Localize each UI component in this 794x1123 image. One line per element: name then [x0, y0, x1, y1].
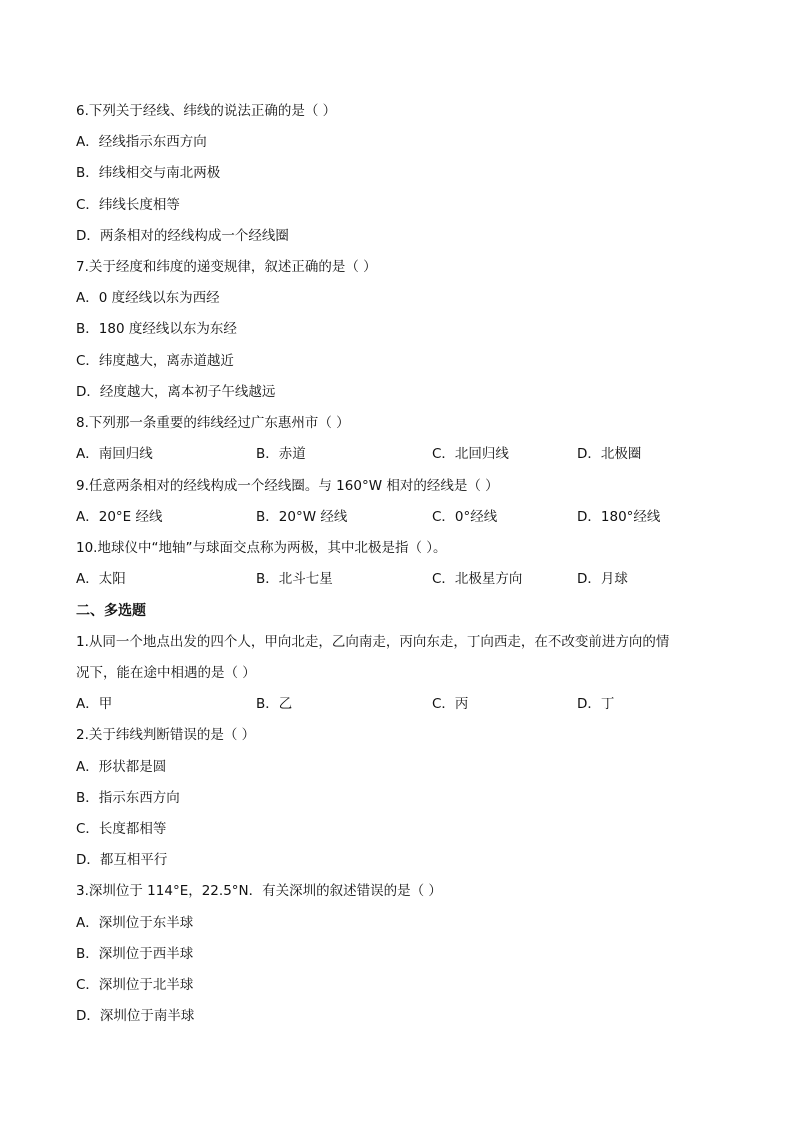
m1-option-b: B．乙 [256, 696, 293, 712]
q10-option-b: B．北斗七星 [256, 571, 333, 587]
m2-stem: 2.关于纬线判断错误的是（ ） [76, 727, 256, 743]
q10-stem: 10.地球仪中“地轴”与球面交点称为两极，其中北极是指（ ）。 [76, 540, 447, 556]
q8-option-a: A．南回归线 [76, 446, 153, 462]
m1-option-c: C．丙 [432, 696, 469, 712]
q7-option-d: D．经度越大，离本初子午线越远 [76, 384, 276, 400]
m2-option-a: A．形状都是圆 [76, 759, 167, 775]
q7-option-b: B．180 度经线以东为东经 [76, 321, 237, 337]
q6-option-c: C．纬线长度相等 [76, 197, 180, 213]
m3-option-c: C．深圳位于北半球 [76, 977, 194, 993]
q9-option-c: C．0°经线 [432, 509, 498, 525]
q7-option-a: A．0 度经线以东为西经 [76, 290, 220, 306]
q9-stem: 9.任意两条相对的经线构成一个经线圈。与 160°W 相对的经线是（ ） [76, 478, 499, 494]
q9-option-d: D．180°经线 [577, 509, 661, 525]
m2-option-b: B．指示东西方向 [76, 790, 180, 806]
q8-option-b: B．赤道 [256, 446, 306, 462]
q6-option-d: D．两条相对的经线构成一个经线圈 [76, 228, 289, 244]
m1-stem-line1: 1.从同一个地点出发的四个人，甲向北走，乙向南走，丙向东走，丁向西走，在不改变前进方向的情 [76, 634, 670, 650]
m3-option-b: B．深圳位于西半球 [76, 946, 194, 962]
q9-option-b: B．20°W 经线 [256, 509, 348, 525]
m3-option-a: A．深圳位于东半球 [76, 915, 194, 931]
m2-option-d: D．都互相平行 [76, 852, 168, 868]
q8-stem: 8.下列那一条重要的纬线经过广东惠州市（ ） [76, 415, 350, 431]
q9-option-a: A．20°E 经线 [76, 509, 163, 525]
q6-stem: 6.下列关于经线、纬线的说法正确的是（ ） [76, 103, 337, 119]
q10-option-c: C．北极星方向 [432, 571, 523, 587]
section-heading: 二、多选题 [76, 603, 146, 619]
m2-option-c: C．长度都相等 [76, 821, 167, 837]
q7-stem: 7.关于经度和纬度的递变规律，叙述正确的是（ ） [76, 259, 377, 275]
m1-option-d: D．丁 [577, 696, 615, 712]
q10-option-d: D．月球 [577, 571, 628, 587]
m3-stem: 3.深圳位于 114°E，22.5°N．有关深圳的叙述错误的是（ ） [76, 883, 442, 899]
q8-option-d: D．北极圈 [577, 446, 642, 462]
q6-option-a: A．经线指示东西方向 [76, 134, 207, 150]
m1-stem-line2: 况下，能在途中相遇的是（ ） [76, 665, 256, 681]
m1-option-a: A．甲 [76, 696, 113, 712]
q7-option-c: C．纬度越大，离赤道越近 [76, 353, 234, 369]
q8-option-c: C．北回归线 [432, 446, 509, 462]
q6-option-b: B．纬线相交与南北两极 [76, 165, 221, 181]
q10-option-a: A．太阳 [76, 571, 126, 587]
m3-option-d: D．深圳位于南半球 [76, 1008, 195, 1024]
